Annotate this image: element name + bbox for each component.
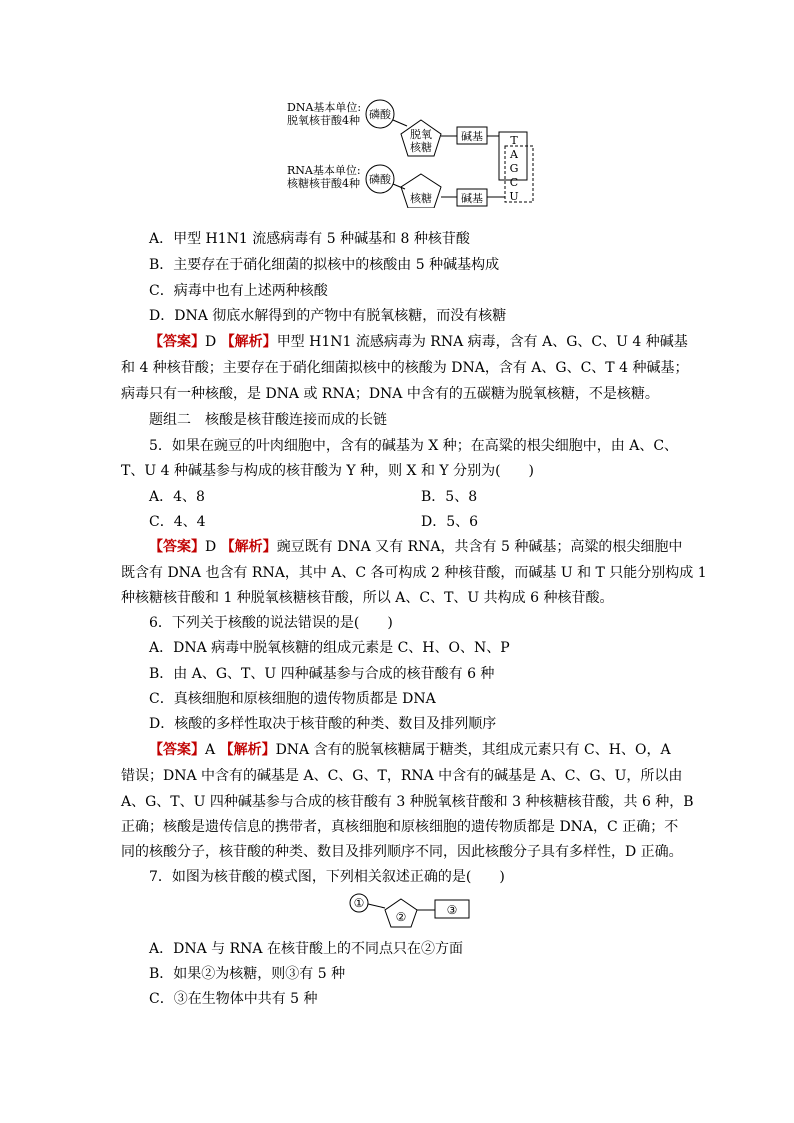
dna-unit-count: 脱氧核苷酸4种 <box>287 114 360 127</box>
answer-value: D <box>205 334 217 350</box>
rna-unit-label: RNA基本单位: <box>287 164 361 177</box>
q6-analysis-line5: 同的核酸分子，核苷酸的种类、数目及排列顺序不同，因此核酸分子具有多样性，D 正确。 <box>121 844 683 860</box>
dna-base-label: 碱基 <box>461 130 483 143</box>
q5-answer-line <box>149 538 682 556</box>
q6-option-d: D．核酸的多样性取决于核苷酸的种类、数目及排列顺序 <box>149 716 497 732</box>
q4-analysis-line2: 和 4 种核苷酸；主要存在于硝化细菌拟核中的核酸为 DNA，含有 A、G、C、T 4 种碱基； <box>121 360 689 376</box>
analysis-tag: 【解析】 <box>220 334 277 350</box>
label-2: ② <box>395 910 407 924</box>
dna-sugar-label-2: 核糖 <box>410 141 432 154</box>
q6-analysis-line4: 正确；核酸是遗传信息的携带者，真核细胞和原核细胞的遗传物质都是 DNA，C 正确；不 <box>121 819 679 835</box>
q5-option-d: D．5、6 <box>421 514 479 530</box>
q5-option-c: C．4、4 <box>149 514 206 530</box>
q4-answer-line <box>149 333 688 351</box>
q5-option-b: B．5、8 <box>421 489 478 505</box>
analysis-tag: 【解析】 <box>219 742 276 758</box>
dna-sugar-label-1: 脱氧 <box>410 128 432 141</box>
q6-stem: 6．下列关于核酸的说法错误的是( ) <box>149 615 393 631</box>
q6-option-c: C．真核细胞和原核细胞的遗传物质都是 DNA <box>149 691 436 707</box>
q6-option-b: B．由 A、G、T、U 四种碱基参与合成的核苷酸有 6 种 <box>149 666 495 682</box>
group2-title: 题组二 核酸是核苷酸连接而成的长链 <box>149 412 387 428</box>
base-letter-g: G <box>509 162 519 175</box>
base-letter-u: U <box>509 190 519 203</box>
nucleotide-model-diagram <box>347 891 475 931</box>
q4-analysis-line3: 病毒只有一种核酸，是 DNA 或 RNA；DNA 中含有的五碳糖为脱氧核糖，不是核糖。 <box>121 386 659 402</box>
q5-analysis-line2: 既含有 DNA 也含有 RNA，其中 A、C 各可构成 2 种核苷酸，而碱基 U 和 T 只能分别构成 1 <box>121 565 707 581</box>
q5-stem-line2: T、U 4 种碱基参与构成的核苷酸为 Y 种，则 X 和 Y 分别为( ) <box>121 463 535 479</box>
nucleotide-comparison-diagram <box>283 96 543 208</box>
rna-unit-count: 核糖核苷酸4种 <box>287 177 360 190</box>
q5-option-a: A．4、8 <box>149 489 205 505</box>
q7-stem: 7．如图为核苷酸的模式图，下列相关叙述正确的是( ) <box>149 869 505 885</box>
answer-value: D <box>205 539 217 555</box>
q6-answer-line <box>149 741 671 759</box>
q4-option-c: C．病毒中也有上述两种核酸 <box>149 283 328 299</box>
q7-option-a: A．DNA 与 RNA 在核苷酸上的不同点只在②方面 <box>149 941 463 957</box>
q7-option-c: C．③在生物体中共有 5 种 <box>149 991 318 1007</box>
dna-phosphate-label: 磷酸 <box>369 108 391 121</box>
q6-analysis-line2: 错误；DNA 中含有的碱基是 A、C、G、T，RNA 中含有的碱基是 A、C、G、U，所以由 <box>121 768 683 784</box>
answer-tag: 【答案】 <box>149 334 205 350</box>
analysis-tag: 【解析】 <box>220 539 277 555</box>
answer-value: A <box>205 742 216 758</box>
base-letter-t: T <box>510 134 518 147</box>
q4-option-a: A．甲型 H1N1 流感病毒有 5 种碱基和 8 种核苷酸 <box>149 231 470 247</box>
answer-tag: 【答案】 <box>149 742 205 758</box>
q6-analysis-line3: A、G、T、U 四种碱基参与合成的核苷酸有 3 种脱氧核苷酸和 3 种核糖核苷酸，共 6 种，B <box>121 794 694 810</box>
q6-option-a: A．DNA 病毒中脱氧核糖的组成元素是 C、H、O、N、P <box>149 640 510 656</box>
analysis-text: DNA 含有的脱氧核糖属于糖类，其组成元素只有 C、H、O，A <box>275 742 671 758</box>
label-1: ① <box>353 896 365 910</box>
q5-analysis-line3: 种核糖核苷酸和 1 种脱氧核糖核苷酸，所以 A、C、T、U 共构成 6 种核苷酸。 <box>121 590 614 606</box>
label-3: ③ <box>446 903 458 917</box>
q4-option-d: D．DNA 彻底水解得到的产物中有脱氧核糖，而没有核糖 <box>149 308 507 324</box>
q5-stem-line1: 5．如果在豌豆的叶肉细胞中，含有的碱基为 X 种；在高粱的根尖细胞中，由 A、C、 <box>149 438 679 454</box>
q7-option-b: B．如果②为核糖，则③有 5 种 <box>149 966 346 982</box>
answer-tag: 【答案】 <box>149 539 205 555</box>
base-letter-c: C <box>509 176 519 189</box>
analysis-text: 甲型 H1N1 流感病毒为 RNA 病毒，含有 A、G、C、U 4 种碱基 <box>276 334 688 350</box>
analysis-text: 豌豆既有 DNA 又有 RNA，共含有 5 种碱基；高粱的根尖细胞中 <box>276 539 683 555</box>
rna-phosphate-label: 磷酸 <box>369 173 391 186</box>
dna-unit-label: DNA基本单位: <box>287 101 362 114</box>
q4-option-b: B．主要存在于硝化细菌的拟核中的核酸由 5 种碱基构成 <box>149 257 500 273</box>
base-letter-a: A <box>510 148 518 161</box>
rna-base-label: 碱基 <box>461 192 483 205</box>
rna-sugar-label: 核糖 <box>410 192 432 205</box>
